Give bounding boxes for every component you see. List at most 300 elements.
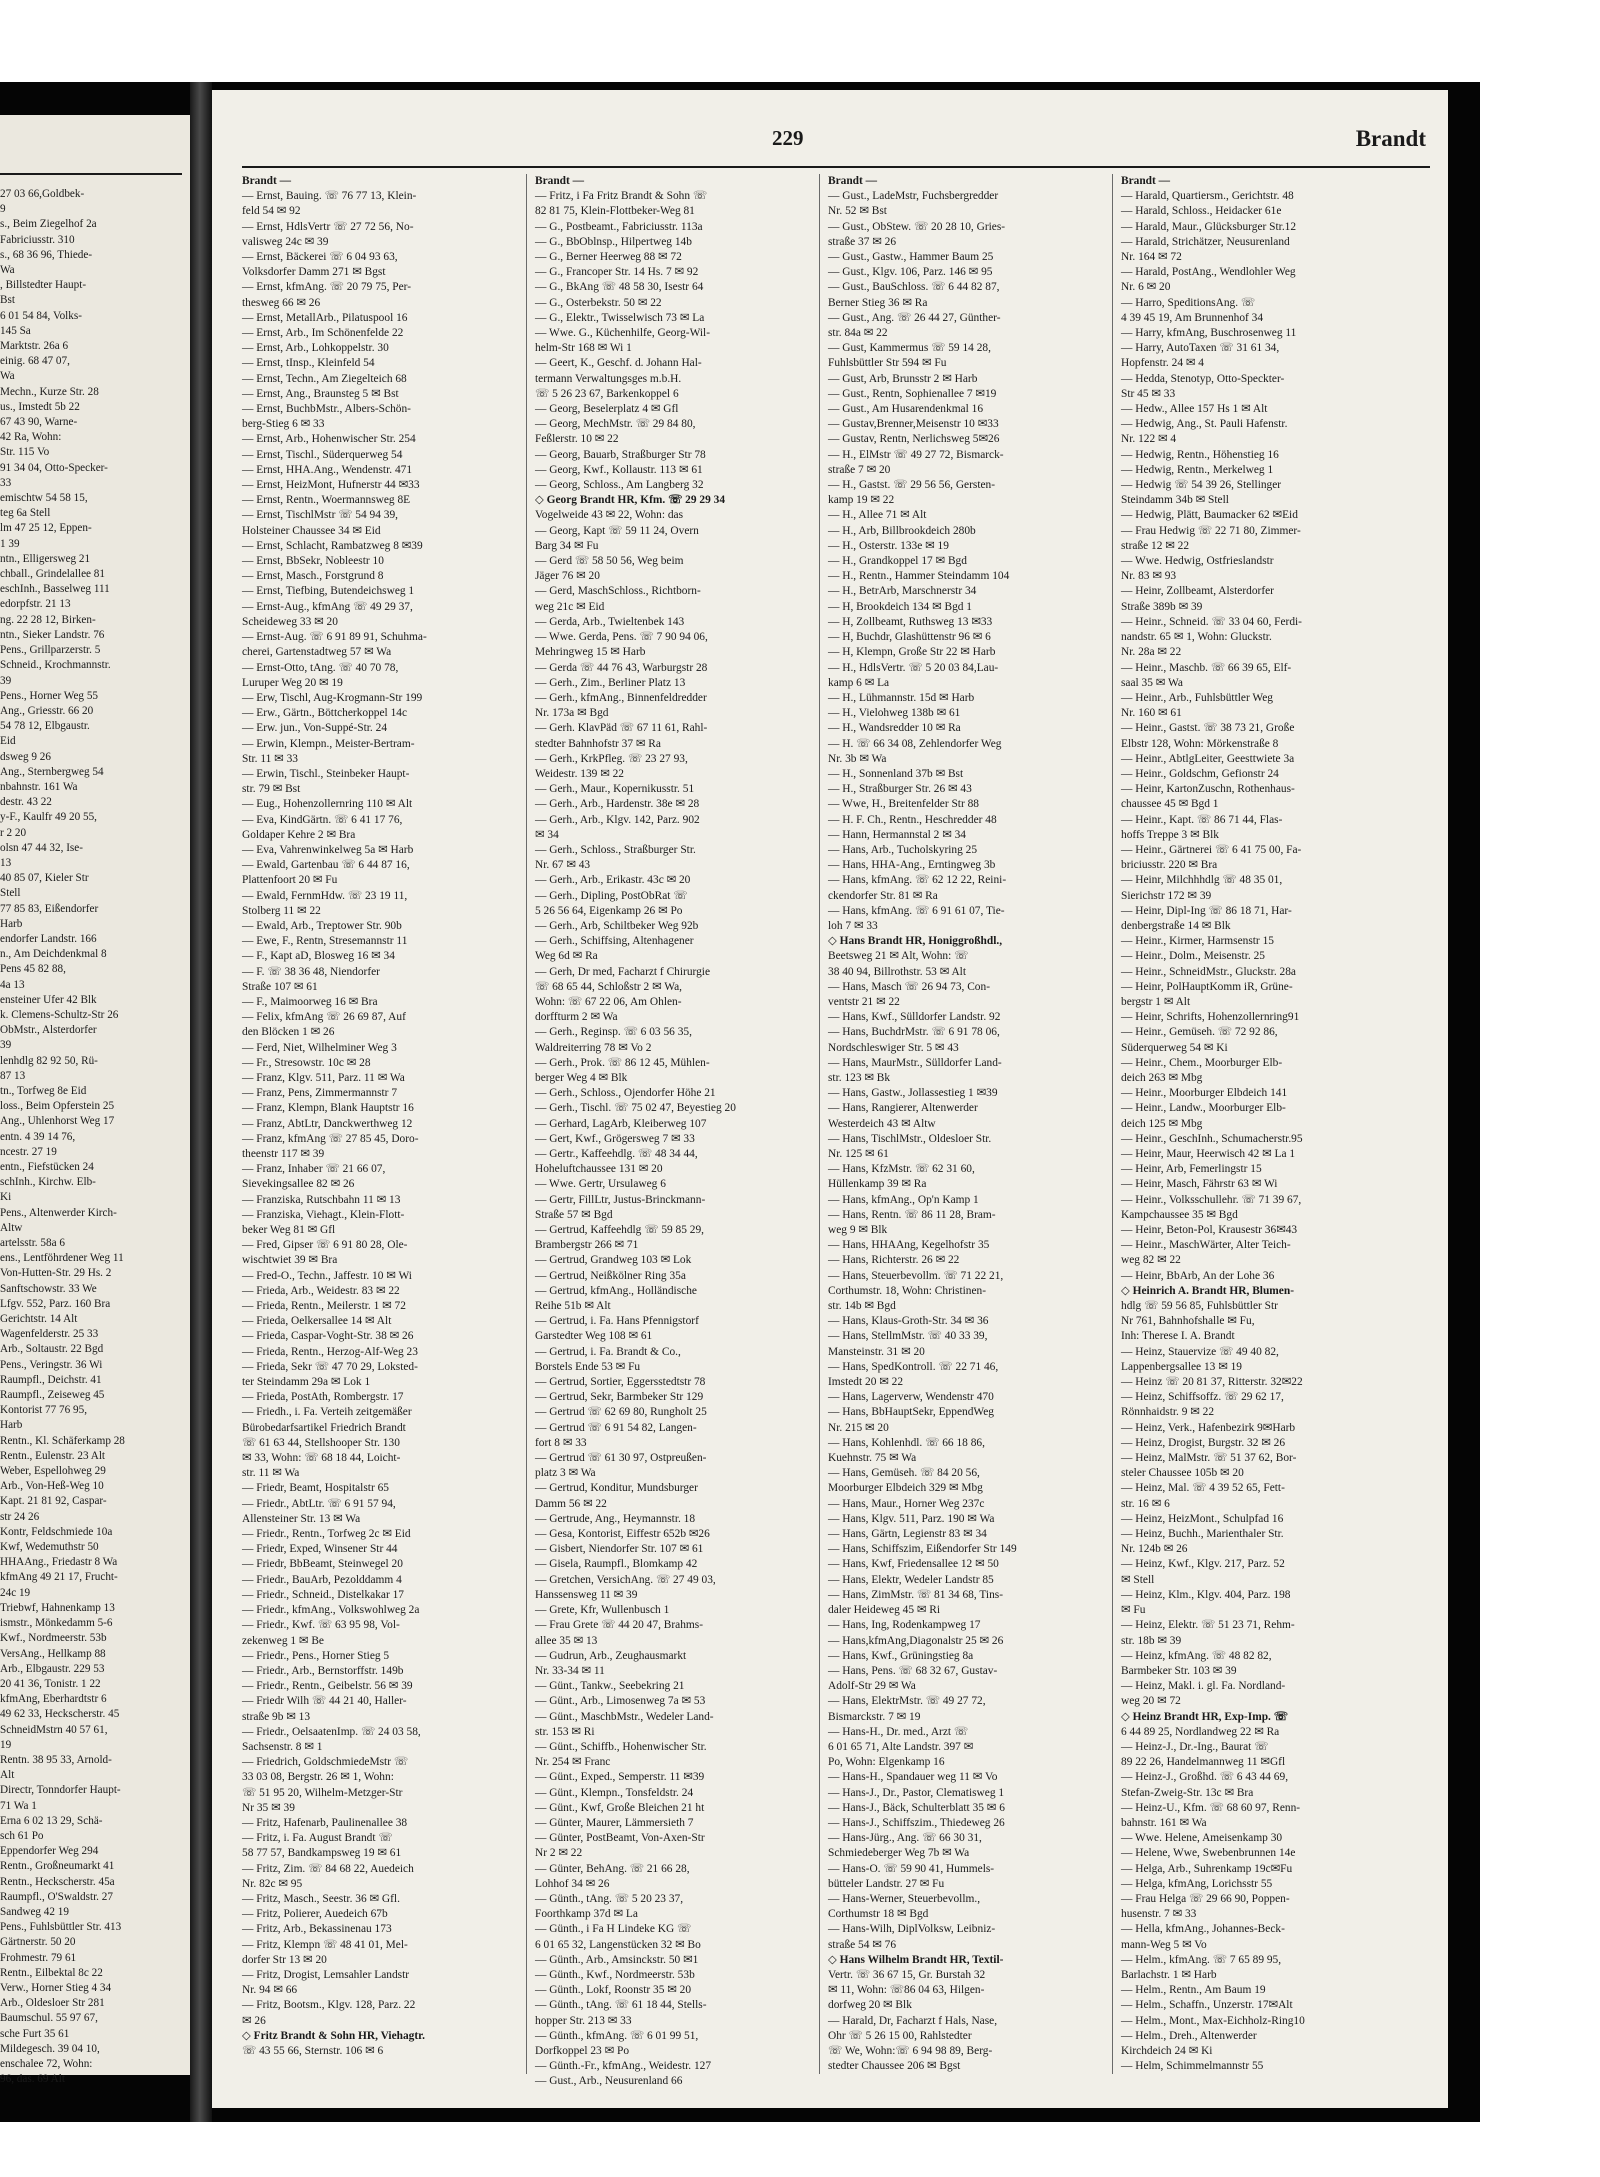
directory-entry-line: — Gertrud, kfmAng., Holländische (535, 1284, 697, 1297)
left-page-line: dsweg 9 26 (0, 750, 51, 763)
left-page-line: HHAAng., Friedastr 8 Wa (0, 1556, 118, 1569)
directory-entry-line: bütteler Landstr. 27 ✉ Fu (828, 1877, 945, 1890)
directory-entry-line: — Fritz, Arb., Bekassinenau 173 (242, 1923, 392, 1936)
directory-entry-line: — Hedwig, Rentn., Merkelweg 1 (1121, 463, 1274, 476)
directory-entry-line: — Gerh., Schiffsing, Altenhagener (535, 935, 694, 948)
directory-entry-line: — Günth., i Fa H Lindeke KG ☏ (535, 1923, 692, 1936)
directory-entry-line: — Heinr., MaschWärter, Alter Teich- (1121, 1239, 1291, 1252)
directory-entry-line: — Ernst, MetallArb., Pilatuspool 16 (242, 311, 408, 324)
directory-entry-line: — G., Postbeamt., Fabriciusstr. 113a (535, 220, 703, 233)
left-page-line: Ang., Griesstr. 66 20 (0, 704, 94, 717)
directory-entry-line: — Hans-J., Bäck, Schulterblatt 35 ✉ 6 (828, 1801, 1005, 1814)
directory-entry-line: — Heinr, Arb, Femerlingstr 15 (1121, 1163, 1262, 1176)
directory-entry-line: — Erw. jun., Von-Suppé-Str. 24 (242, 722, 388, 735)
directory-entry-line: — Hans-Werner, Steuerbevollm., (828, 1892, 981, 1905)
directory-entry-line: Wohn: ☏ 67 22 06, Am Ohlen- (535, 995, 682, 1008)
directory-entry-line: — Günt., Tankw., Seebekring 21 (535, 1680, 685, 1693)
directory-entry-line: — Eug., Hohenzollernring 110 ✉ Alt (242, 798, 413, 811)
directory-entry-line: — Heinr, PolHauptKomm iR, Grüne- (1121, 980, 1293, 993)
directory-entry-line: theenstr 117 ✉ 39 (242, 1148, 325, 1160)
directory-entry-line: weg 82 ✉ 22 (1121, 1254, 1181, 1267)
directory-entry-line: — Fritz, Klempn ☏ 48 41 01, Mel- (242, 1938, 408, 1951)
directory-entry-line: — G., BbOblnsp., Hilpertweg 14b (535, 235, 692, 248)
directory-entry-line: — G., BkAng ☏ 48 58 30, Isestr 64 (535, 281, 704, 294)
left-page-line: k. Clemens-Schultz-Str 26 (0, 1008, 119, 1021)
directory-entry-line: — Günth., tAng. ☏ 61 18 44, Stells- (535, 1999, 707, 2012)
left-page-line: endorfer Landstr. 166 (0, 932, 97, 945)
directory-entry-line: — Gertrud ☏ 62 69 80, Rungholt 25 (535, 1406, 707, 1419)
left-page-line: Gärtnerstr. 50 20 (0, 1936, 76, 1949)
directory-entry-line: — Franziska, Viehagt., Klein-Flott- (242, 1208, 405, 1221)
left-page-line: 1 39 (0, 537, 20, 550)
directory-entry-line: Nr. 122 ✉ 4 (1121, 433, 1177, 446)
directory-entry-line: — Gertrud, Konditur, Mundsburger (535, 1482, 698, 1495)
left-page-line: Erna 6 02 13 29, Schä- (0, 1814, 103, 1827)
directory-entry-line: — Hans, KfzMstr. ☏ 62 31 60, (828, 1163, 975, 1176)
directory-entry-line: — Friedr., Rentn., Torfweg 2c ✉ Eid (242, 1528, 411, 1541)
directory-entry-line: — Heinr, Milchhhdlg ☏ 48 35 01, (1121, 874, 1283, 887)
directory-entry-line: platz 3 ✉ Wa (535, 1467, 596, 1480)
left-page-column (0, 187, 186, 2087)
directory-entry-line: — Heinz, Klm., Klgv. 404, Parz. 198 (1121, 1588, 1291, 1601)
left-page-line: schInh., Kirchw. Elb- (0, 1176, 96, 1189)
directory-entry-line: str. 123 ✉ Bk (828, 1071, 891, 1084)
directory-entry-line: — Günth., Lokf, Roonstr 35 ✉ 20 (535, 1984, 692, 1997)
directory-entry-line: — Ernst, Ang., Braunsteg 5 ✉ Bst (242, 387, 399, 400)
directory-entry-line: ckendorfer Str. 81 ✉ Ra (828, 889, 938, 902)
directory-entry-line: — Ewald, FernmHdw. ☏ 23 19 11, (242, 889, 408, 902)
directory-entry-line: — Ernst, Rentn., Woermannsweg 8E (242, 494, 411, 507)
directory-entry-line: Feßlerstr. 10 ✉ 22 (535, 433, 619, 446)
directory-entry-line: — Gisela, Raumpfl., Blomkamp 42 (535, 1558, 698, 1571)
directory-entry-line: — Ernst, HeizMont, Hufnerstr 44 ✉33 (242, 479, 420, 492)
directory-entry-line: deich 125 ✉ Mbg (1121, 1117, 1203, 1130)
directory-entry-line: — Helm., Rentn., Am Baum 19 (1121, 1984, 1266, 1997)
directory-entry-line: — Ernst, BuchbMstr., Albers-Schön- (242, 403, 411, 416)
directory-entry-line: Adolf-Str 29 ✉ Wa (828, 1680, 916, 1693)
directory-entry-line: — Grete, Kfr, Wullenbusch 1 (535, 1604, 670, 1617)
directory-entry-line: — Georg, Beselerplatz 4 ✉ Gfl (535, 403, 679, 416)
directory-entry-line: — Günt., MaschbMstr., Wedeler Land- (535, 1710, 714, 1723)
directory-entry-line: Hopfenstr. 24 ✉ 4 (1121, 357, 1204, 370)
left-page-line: Mildegesch. 39 04 10, (0, 2042, 100, 2055)
directory-entry-line: — Hans, HHA-Ang., Erntingweg 3b (828, 859, 996, 872)
left-page-line: 39 (0, 674, 12, 687)
left-page-line: 96, das. 69 Alt (0, 2073, 65, 2086)
directory-entry-line: — Hella, kfmAng., Johannes-Beck- (1121, 1923, 1285, 1936)
left-page-line: Bst (0, 294, 15, 307)
directory-entry-line: — Heinr, Masch, Fährstr 63 ✉ Wi (1121, 1178, 1278, 1191)
directory-entry-line: Beetsweg 21 ✉ Alt, Wohn: ☏ (828, 950, 969, 963)
directory-entry-line: ✉ 26 (242, 2014, 266, 2027)
directory-entry-line: — Fritz, Bootsm., Klgv. 128, Parz. 22 (242, 1999, 416, 2012)
directory-entry-line: Hanssensweg 11 ✉ 39 (535, 1588, 638, 1601)
directory-entry-line: — Friedr, Exped, Winsener Str 44 (242, 1543, 398, 1556)
directory-entry-line: ✉ 33, Wohn: ☏ 68 18 44, Loicht- (242, 1452, 401, 1465)
directory-entry-line: — Gust., Am Husarendenkmal 16 (828, 403, 984, 416)
directory-entry-line: — Fritz, Masch., Seestr. 36 ✉ Gfl. (242, 1892, 400, 1905)
directory-entry-line: — Eva, KindGärtn. ☏ 6 41 17 76, (242, 813, 403, 826)
directory-entry-line: str. 11 ✉ Wa (242, 1467, 300, 1480)
directory-entry-line: — H, Brookdeich 134 ✉ Bgd 1 (828, 600, 973, 613)
directory-entry-line: — Georg, Schloss., Am Langberg 32 (535, 479, 704, 492)
left-page-line: Wagenfelderstr. 25 33 (0, 1328, 99, 1341)
directory-entry-line: Nr 2 ✉ 22 (535, 1847, 583, 1860)
directory-entry-line: — H., Lühmannstr. 15d ✉ Harb (828, 691, 975, 704)
directory-entry-line: — Gertr, FillLtr, Justus-Brinckmann- (535, 1193, 706, 1206)
directory-entry-line: — Franz, kfmAng ☏ 27 85 45, Doro- (242, 1132, 419, 1145)
directory-entry-line: — Gerhard, LagArb, Kleiberweg 107 (535, 1117, 707, 1130)
left-page-line: y-F., Kaulfr 49 20 55, (0, 811, 97, 824)
directory-entry-line: — Gertrud, Neißkölner Ring 35a (535, 1269, 686, 1282)
directory-entry-line: Po, Wohn: Elgenkamp 16 (828, 1756, 945, 1769)
directory-entry-line: loh 7 ✉ 33 (828, 919, 878, 932)
directory-entry-line: str. 79 ✉ Bst (242, 783, 301, 796)
directory-entry-line: — Heinz, Elektr. ☏ 51 23 71, Rehm- (1121, 1619, 1295, 1632)
directory-entry-line: — Friedr., AbtLtr. ☏ 6 91 57 94, (242, 1497, 396, 1510)
directory-entry-line: ☏ 5 26 23 67, Barkenkoppel 6 (535, 387, 679, 400)
directory-entry-line: — Gerh., Prok. ☏ 86 12 45, Mühlen- (535, 1056, 710, 1069)
directory-entry-line: weg 9 ✉ Blk (828, 1224, 888, 1237)
directory-entry-line: Imstedt 20 ✉ 22 (828, 1376, 904, 1389)
left-page-line: n., Am Deichdenkmal 8 (0, 948, 107, 961)
left-page-line: Alt (0, 1769, 15, 1782)
left-page-line: Eppendorfer Weg 294 (0, 1845, 99, 1858)
directory-entry-line: — Gust., ObStew. ☏ 20 28 10, Gries- (828, 220, 1006, 233)
left-page-line: 54 78 12, Elbgaustr. (0, 720, 90, 733)
left-page-line: sch 61 Po (0, 1829, 44, 1842)
left-page-line: Harb (0, 917, 23, 930)
directory-column-4 (1121, 174, 1393, 2074)
directory-entry-line: — Heinz-J., Großhd. ☏ 6 43 44 69, (1121, 1771, 1289, 1784)
book-gutter (190, 82, 212, 2122)
directory-entry-line: Holsteiner Chaussee 34 ✉ Eid (242, 524, 381, 537)
directory-entry-line: 82 81 75, Klein-Flottbeker-Weg 81 (535, 205, 695, 218)
directory-entry-line: — Helm, Schimmelmannstr 55 (1121, 2060, 1264, 2073)
left-page-line: kfmAng, Eberhardtstr 6 (0, 1693, 107, 1706)
directory-entry-line: — Heinz, Schiffsoffz. ☏ 29 62 17, (1121, 1391, 1284, 1404)
directory-entry-line: ◇ Heinrich A. Brandt HR, Blumen- (1121, 1284, 1294, 1297)
directory-entry-line: kamp 19 ✉ 22 (828, 494, 895, 507)
directory-entry-line: — H., Straßburger Str. 26 ✉ 43 (828, 783, 972, 796)
directory-entry-line: Kirchdeich 24 ✉ Ki (1121, 2044, 1213, 2057)
directory-entry-line: feld 54 ✉ 92 (242, 205, 301, 218)
directory-entry-line: — Heinz, Verk., Hafenbezirk 9✉Harb (1121, 1421, 1296, 1434)
directory-entry-line: hoffs Treppe 3 ✉ Blk (1121, 828, 1219, 841)
directory-entry-line: — Eva, Vahrenwinkelweg 5a ✉ Harb (242, 843, 414, 856)
directory-entry-line: — Franz, Klgv. 511, Parz. 11 ✉ Wa (242, 1071, 405, 1084)
directory-entry-line: — F., Maimoorweg 16 ✉ Bra (242, 995, 378, 1008)
directory-entry-line: — Günt., Arb., Limosenweg 7a ✉ 53 (535, 1695, 706, 1708)
directory-entry-line: — Gerh, Dr med, Facharzt f Chirurgie (535, 965, 711, 978)
left-page-line: Weber, Espellohweg 29 (0, 1465, 106, 1478)
directory-entry-line: — Gerh., Schloss., Ojendorfer Höhe 21 (535, 1087, 716, 1100)
directory-entry-line: Lohhof 34 ✉ 26 (535, 1877, 610, 1890)
directory-entry-line: — H, Klempn, Große Str 22 ✉ Harb (828, 646, 996, 659)
column-heading: Brandt — (242, 175, 292, 187)
directory-entry-line: — Gertrud, Sortier, Eggersstedtstr 78 (535, 1376, 706, 1389)
directory-entry-line: Elbstr 128, Wohn: Mörkenstraße 8 (1121, 737, 1279, 750)
directory-entry-line: allee 35 ✉ 13 (535, 1634, 598, 1647)
directory-entry-line: Schmiedeberger Weg 7b ✉ Wa (828, 1847, 970, 1860)
left-page-line: sche Furt 35 61 (0, 2027, 70, 2040)
left-page-line: Pens., Veringstr. 36 Wi (0, 1358, 103, 1371)
directory-entry-line: helm-Str 168 ✉ Wi 1 (535, 342, 632, 355)
directory-entry-line: straße 7 ✉ 20 (828, 463, 891, 476)
directory-entry-line: Lappenbergsallee 13 ✉ 19 (1121, 1360, 1242, 1373)
left-page-line: eschInh., Basselweg 111 (0, 583, 110, 596)
directory-entry-line: — Geert, K., Geschf. d. Johann Hal- (535, 357, 702, 370)
directory-entry-line: ✉ 34 (535, 828, 559, 841)
directory-entry-line: — Hans-H., Spandauer weg 11 ✉ Vo (828, 1771, 998, 1784)
directory-entry-line: — Heinr., Kapt. ☏ 86 71 44, Flas- (1121, 813, 1283, 826)
left-page-line: r 2 20 (0, 826, 27, 839)
directory-entry-line: Straße 57 ✉ Bgd (535, 1208, 613, 1221)
left-page-line: s., Beim Ziegelhof 2a (0, 218, 97, 231)
directory-entry-line: — Hans, Pens. ☏ 68 32 67, Gustav- (828, 1664, 998, 1677)
left-page-line: entn., Fiefstücken 24 (0, 1161, 94, 1173)
directory-entry-line: ✉ 11, Wohn: ☏86 04 63, Hilgen- (828, 1984, 985, 1997)
directory-entry-line: — Gertrud, i. Fa. Brandt & Co., (535, 1345, 681, 1358)
directory-entry-line: Nr. 28a ✉ 22 (1121, 646, 1182, 659)
left-page-line: Ki (0, 1191, 12, 1204)
directory-entry-line: Inh: Therese I. A. Brandt (1121, 1330, 1235, 1343)
left-page-line: SchneidMstrn 40 57 61, (0, 1723, 108, 1736)
directory-entry-line: — Heinr., Dolm., Meisenstr. 25 (1121, 950, 1265, 963)
directory-entry-line: — H., Wandsredder 10 ✉ Ra (828, 722, 961, 735)
directory-entry-line: Nr. 124b ✉ 26 (1121, 1543, 1188, 1556)
left-page-line: Rentn., Eulenstr. 23 Alt (0, 1449, 106, 1462)
directory-entry-line: — Heinz-U., Kfm. ☏ 68 60 97, Renn- (1121, 1801, 1301, 1814)
directory-entry-line: — Hans, kfmAng., Op'n Kamp 1 (828, 1193, 979, 1206)
directory-entry-line: thesweg 66 ✉ 26 (242, 296, 321, 309)
directory-entry-line: — Harry, kfmAng, Buschrosenweg 11 (1121, 327, 1297, 340)
directory-entry-line: — Ewald, Gartenbau ☏ 6 44 87 16, (242, 859, 410, 872)
directory-entry-line: Nr 761, Bahnhofshalle ✉ Fu, (1121, 1315, 1255, 1328)
directory-entry-line: — Fred, Gipser ☏ 6 91 80 28, Ole- (242, 1239, 408, 1252)
left-page-line: 19 (0, 1738, 12, 1751)
directory-entry-line: — Ernst, HdlsVertr ☏ 27 72 56, No- (242, 220, 414, 233)
left-page-line: lm 47 25 12, Eppen- (0, 522, 92, 535)
directory-entry-line: Mehringweg 15 ✉ Harb (535, 646, 646, 659)
directory-page (212, 90, 1448, 2108)
directory-entry-line: dorfer Str 13 ✉ 20 (242, 1953, 327, 1966)
directory-entry-line: — Heinz, kfmAng. ☏ 48 82 82, (1121, 1649, 1272, 1662)
directory-entry-line: briciusstr. 220 ✉ Bra (1121, 859, 1218, 872)
directory-entry-line: — Gertrud ☏ 61 30 97, Ostpreußen- (535, 1452, 707, 1465)
left-page-line: Raumpfl., Deichstr. 41 (0, 1373, 102, 1386)
column-heading: Brandt — (1121, 175, 1171, 187)
directory-entry-line: — Frieda, Oelkersallee 14 ✉ Alt (242, 1315, 392, 1328)
left-page-line: Rentn., Eilbektal 8c 22 (0, 1966, 103, 1979)
directory-entry-line: — Ernst, Arb., Hohenwischer Str. 254 (242, 433, 416, 446)
directory-entry-line: — Wwe. Gertr, Ursulaweg 6 (535, 1178, 666, 1191)
directory-entry-line: Nr. 94 ✉ 66 (242, 1984, 298, 1997)
directory-entry-line: beker Weg 81 ✉ Gfl (242, 1224, 336, 1237)
header-rule (242, 166, 1430, 168)
directory-entry-line: — Gust., LadeMstr, Fuchsbergredder (828, 190, 999, 203)
directory-entry-line: — Harald, Schloss., Heidacker 61e (1121, 205, 1282, 218)
left-page-line: Rentn. 38 95 33, Arnold- (0, 1753, 112, 1766)
left-page-line: ismstr., Mönkedamm 5-6 (0, 1617, 113, 1630)
directory-entry-line: Plattenfoort 20 ✉ Fu (242, 874, 338, 887)
directory-entry-line: — Gertrud, Grandweg 103 ✉ Lok (535, 1254, 692, 1267)
directory-entry-line: — G., Elektr., Twisselwisch 73 ✉ La (535, 311, 705, 324)
directory-entry-line: — Hans,kfmAng,Diagonalstr 25 ✉ 26 (828, 1634, 1004, 1647)
left-page-line: 33 (0, 476, 12, 489)
directory-entry-line: — Wwe. Helene, Ameisenkamp 30 (1121, 1832, 1283, 1845)
left-page-line: Kwf, Wedemuthstr 50 (0, 1541, 99, 1554)
directory-entry-line: — Friedr Wilh ☏ 44 21 40, Haller- (242, 1695, 407, 1708)
directory-entry-line: Bürobedarfsartikel Friedrich Brandt (242, 1421, 406, 1434)
directory-entry-line: — Hans, Rentn. ☏ 86 11 28, Bram- (828, 1208, 996, 1221)
left-page-line: 87 13 (0, 1069, 26, 1082)
directory-entry-line: — Hann, Hermannstal 2 ✉ 34 (828, 828, 966, 841)
directory-entry-line: — Günth., Arb., Amsinckstr. 50 ✉1 (535, 1953, 699, 1966)
directory-entry-line: Fuhlsbüttler Str 594 ✉ Fu (828, 357, 947, 370)
directory-entry-line: ◇ Heinz Brandt HR, Exp-Imp. ☏ (1121, 1710, 1288, 1723)
page-heading: Brandt (1355, 126, 1426, 151)
directory-entry-line: — Hans, ZimMstr. ☏ 81 34 68, Tins- (828, 1588, 1004, 1601)
left-page-line: Directr, Tonndorfer Haupt- (0, 1784, 121, 1797)
directory-entry-line: Corthumstr. 18, Wohn: Christinen- (828, 1284, 987, 1297)
directory-entry-line: ☏ We, Wohn:☏ 6 94 98 89, Berg- (828, 2044, 993, 2057)
directory-entry-line: straße 12 ✉ 22 (1121, 539, 1190, 552)
directory-entry-line: — Frau Helga ☏ 29 66 90, Poppen- (1121, 1892, 1290, 1905)
directory-entry-line: Volksdorfer Damm 271 ✉ Bgst (242, 266, 386, 279)
directory-entry-line: Barg 34 ✉ Fu (535, 539, 599, 552)
directory-entry-line: — Harald, Maur., Glücksburger Str.12 (1121, 220, 1297, 233)
directory-entry-line: — Heinz, Drogist, Burgstr. 32 ✉ 26 (1121, 1436, 1286, 1449)
directory-entry-line: Nr 35 ✉ 39 (242, 1801, 295, 1814)
left-page-line: chball., Grindelallee 81 (0, 568, 105, 581)
left-page-line: tn., Torfweg 8e Eid (0, 1084, 87, 1097)
directory-entry-line: Nr. 215 ✉ 20 (828, 1421, 889, 1434)
directory-entry-line: — Frieda, PostAth, Rombergstr. 17 (242, 1391, 404, 1404)
directory-entry-line: — Heinr, Maur, Heerwisch 42 ✉ La 1 (1121, 1148, 1296, 1160)
left-page-line: teg 6a Stell (0, 507, 51, 520)
directory-entry-line: Barlachstr. 1 ✉ Harb (1121, 1968, 1217, 1981)
directory-entry-line: — Gerh., Tischl. ☏ 75 02 47, Beyestieg 20 (535, 1102, 736, 1115)
left-page-line: Kontr, Feldschmiede 10a (0, 1525, 113, 1538)
directory-entry-line: — Friedrich, GoldschmiedeMstr ☏ (242, 1756, 409, 1769)
directory-entry-line: — Heinz, MalMstr. ☏ 51 37 62, Bor- (1121, 1452, 1297, 1465)
directory-entry-line: Str. 11 ✉ 33 (242, 752, 298, 765)
left-page-line: Gerichtstr. 14 Alt (0, 1313, 78, 1326)
directory-entry-line: — Hans, Elektr, Wedeler Landstr 85 (828, 1573, 994, 1586)
directory-entry-line: — Erwin, Tischl., Steinbeker Haupt- (242, 767, 410, 780)
directory-entry-line: — Gerh., Reginsp. ☏ 6 03 56 35, (535, 1026, 692, 1039)
left-page-line: ntn., Sieker Landstr. 76 (0, 628, 105, 641)
directory-entry-line: — Franz, Pens, Zimmermannstr 7 (242, 1087, 398, 1100)
directory-entry-line: Hüllenkamp 39 ✉ Ra (828, 1178, 927, 1191)
directory-entry-line: — Hans, Masch ☏ 26 94 73, Con- (828, 980, 990, 993)
directory-entry-line: — Gudrun, Arb., Zeughausmarkt (535, 1649, 687, 1662)
directory-entry-line: 4 39 45 19, Am Brunnenhof 34 (1121, 311, 1264, 324)
directory-entry-line: — H., Vielohweg 138b ✉ 61 (828, 707, 961, 720)
directory-entry-line: denbergstraße 14 ✉ Blk (1121, 919, 1231, 932)
directory-entry-line: Barmbeker Str. 103 ✉ 39 (1121, 1664, 1237, 1677)
directory-entry-line: — Harry, AutoTaxen ☏ 31 61 34, (1121, 342, 1280, 355)
directory-entry-line: 58 77 57, Bandkampsweg 19 ✉ 61 (242, 1847, 402, 1860)
directory-entry-line: — Fred-O., Techn., Jaffestr. 10 ✉ Wi (242, 1269, 412, 1282)
directory-entry-line: — Gisbert, Niendorfer Str. 107 ✉ 61 (535, 1543, 704, 1556)
left-page-line: Arb., Oldesloer Str 281 (0, 1997, 105, 2010)
directory-entry-line: bergstr 1 ✉ Alt (1121, 995, 1191, 1008)
directory-entry-line: — H. ☏ 66 34 08, Zehlendorfer Weg (828, 737, 1002, 750)
directory-entry-line: — Hans, Kwf, Friedensallee 12 ✉ 50 (828, 1558, 999, 1571)
directory-entry-line: — Heinr, Schrifts, Hohenzollernring91 (1121, 1011, 1300, 1024)
directory-entry-line: — Harald, PostAng., Wendlohler Weg (1121, 266, 1296, 279)
directory-entry-line: Jäger 76 ✉ 20 (535, 570, 600, 583)
left-page-line: Altw (0, 1221, 23, 1234)
directory-entry-line: — Heinz, HeizMont., Schulpfad 16 (1121, 1512, 1284, 1525)
directory-entry-line: — Wwe. Gerda, Pens. ☏ 7 90 94 06, (535, 631, 708, 644)
directory-entry-line: — Gerh., Arb., Erikastr. 43c ✉ 20 (535, 874, 691, 887)
directory-entry-line: — Ferd, Niet, Wilhelminer Weg 3 (242, 1041, 397, 1054)
directory-entry-line: — Heinr., Moorburger Elbdeich 141 (1121, 1087, 1288, 1100)
directory-entry-line: — Hans, kfmAng. ☏ 62 12 22, Reini- (828, 874, 1007, 887)
directory-entry-line: — Gretchen, VersichAng. ☏ 27 49 03, (535, 1573, 716, 1586)
directory-entry-line: cherei, Gartenstadtweg 57 ✉ Wa (242, 646, 392, 659)
directory-entry-line: str. 153 ✉ Ri (535, 1725, 595, 1738)
directory-entry-line: — Frieda, Caspar-Voght-Str. 38 ✉ 26 (242, 1330, 414, 1343)
directory-entry-line: Nr. 33-34 ✉ 11 (535, 1664, 605, 1677)
directory-entry-line: straße 9b ✉ 13 (242, 1710, 311, 1723)
directory-entry-line: — Heinr, Beton-Pol, Krausestr 36✉43 (1121, 1224, 1298, 1237)
directory-entry-line: — Frieda, Rentn., Herzog-Alf-Weg 23 (242, 1345, 418, 1358)
directory-entry-line: Straße 107 ✉ 61 (242, 980, 318, 993)
directory-entry-line: — Helga, Arb., Suhrenkamp 19c✉Fu (1121, 1862, 1293, 1875)
directory-entry-line: — Frau Hedwig ☏ 22 71 80, Zimmer- (1121, 524, 1301, 537)
directory-entry-line: — Heinr, BbArb, An der Lohe 36 (1121, 1269, 1275, 1282)
directory-entry-line: — Günth., kfmAng. ☏ 6 01 99 51, (535, 2029, 699, 2042)
directory-entry-line: — Hans, SpedKontroll. ☏ 22 71 46, (828, 1360, 999, 1373)
directory-entry-line: — Ernst, Arb., Im Schönenfelde 22 (242, 327, 404, 340)
directory-entry-line: — Heinz, Buchh., Marienthaler Str. (1121, 1528, 1284, 1541)
directory-entry-line: — Gertr., Kaffeehdlg. ☏ 48 34 44, (535, 1148, 698, 1160)
directory-entry-line: Vertr. ☏ 36 67 15, Gr. Burstah 32 (828, 1968, 986, 1981)
directory-entry-line: — Ewald, Arb., Treptower Str. 90b (242, 919, 402, 932)
directory-entry-line: — Heinr., GeschInh., Schumacherstr.95 (1121, 1132, 1303, 1145)
directory-entry-line: — Friedr., Rentn., Geibelstr. 56 ✉ 39 (242, 1680, 413, 1693)
left-page-line: 42 Ra, Wohn: (0, 431, 62, 444)
directory-entry-line: — Hans-H., Dr. med., Arzt ☏ (828, 1725, 969, 1738)
directory-entry-line: — Friedr, BbBeamt, Steinwegel 20 (242, 1558, 403, 1571)
directory-entry-line: 5 26 56 64, Eigenkamp 26 ✉ Po (535, 904, 683, 917)
directory-entry-line: — Ernst, Bauing. ☏ 76 77 13, Klein- (242, 190, 417, 203)
directory-entry-line: — H. F. Ch., Rentn., Heschredder 48 (828, 813, 997, 826)
directory-entry-line: — Hedwig ☏ 54 39 26, Stellinger (1121, 479, 1282, 492)
directory-entry-line: — Ernst, Schlacht, Rambatzweg 8 ✉39 (242, 539, 423, 552)
directory-entry-line: — Hans, Richterstr. 26 ✉ 22 (828, 1254, 960, 1267)
directory-entry-line: — Hans, BbHauptSekr, EppendWeg (828, 1406, 994, 1419)
directory-entry-line: — Gerda, Arb., Twieltenbek 143 (535, 615, 685, 628)
page-number: 229 (772, 126, 804, 150)
directory-entry-line: Corthumstr 18 ✉ Bgd (828, 1908, 929, 1921)
directory-entry-line: Reihe 51b ✉ Alt (535, 1300, 611, 1313)
left-page-line: kfmAng 49 21 17, Frucht- (0, 1571, 118, 1584)
directory-entry-line: — Georg, Bauarb, Straßburger Str 78 (535, 448, 706, 461)
directory-entry-line: — Hedwig, Plätt, Baumacker 62 ✉Eid (1121, 509, 1298, 522)
left-page-line: lenhdlg 82 92 50, Rü- (0, 1054, 98, 1067)
left-page-line: VersAng., Hellkamp 88 (0, 1647, 106, 1660)
directory-entry-line: — Gust., Klgv. 106, Parz. 146 ✉ 95 (828, 266, 993, 279)
directory-entry-line: berg-Stieg 6 ✉ 33 (242, 418, 325, 431)
directory-entry-line: ✉ Stell (1121, 1573, 1155, 1586)
directory-entry-line: — Hedwig, Ang., St. Pauli Hafenstr. (1121, 418, 1288, 431)
directory-entry-line: Straße 389b ✉ 39 (1121, 600, 1203, 613)
